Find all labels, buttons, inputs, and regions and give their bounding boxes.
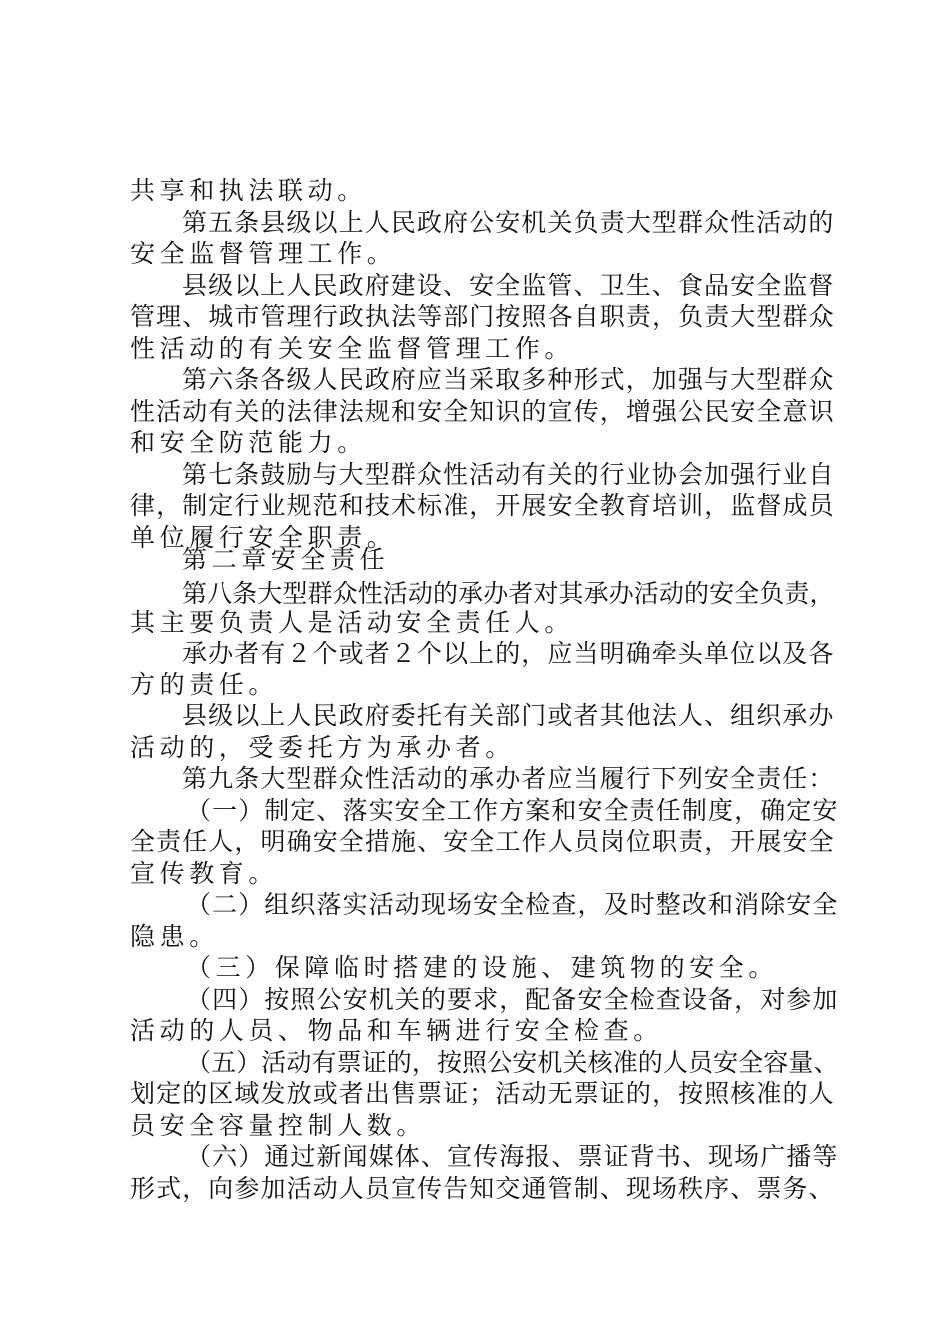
chapter-heading: 第二章安全责任	[182, 545, 390, 574]
text-line: 共享和执法联动。	[130, 176, 367, 205]
text-line: （三）保障临时搭建的设施、建筑物的安全。	[186, 953, 779, 982]
text-line: 活动的，受委托方为承办者。	[130, 733, 515, 762]
text-line: 和安全防范能力。	[130, 428, 367, 457]
text-line: 第五条县级以上人民政府公安机关负责大型群众性活动的	[182, 208, 835, 237]
text-line: 单位履行安全职责。	[130, 523, 397, 552]
text-line: 活动的人员、物品和车辆进行安全检查。	[130, 1016, 663, 1045]
text-line: 其主要负责人是活动安全责任人。	[130, 608, 575, 637]
text-line: 员安全容量控制人数。	[130, 1111, 427, 1140]
text-line: （六）通过新闻媒体、宣传海报、票证背书、现场广播等	[186, 1142, 839, 1171]
text-line: 划定的区域发放或者出售票证；活动无票证的，按照核准的人	[130, 1079, 835, 1108]
text-line: 方的责任。	[130, 670, 279, 699]
text-line: 全责任人，明确安全措施、安全工作人员岗位职责，开展安全	[130, 827, 835, 856]
text-line: 第七条鼓励与大型群众性活动有关的行业协会加强行业自	[182, 460, 835, 489]
text-line: 律，制定行业规范和技术标准，开展安全教育培训，监督成员	[130, 491, 835, 520]
text-line: （四）按照公安机关的要求，配备安全检查设备，对参加	[186, 985, 839, 1014]
text-line: 县级以上人民政府建设、安全监管、卫生、食品安全监督	[182, 271, 835, 300]
text-line: 管理、城市管理行政执法等部门按照各自职责，负责大型群众	[130, 302, 835, 331]
text-line: 安全监督管理工作。	[130, 239, 397, 268]
text-line: 县级以上人民政府委托有关部门或者其他法人、组织承办	[182, 701, 835, 730]
text-line: 第九条大型群众性活动的承办者应当履行下列安全责任：	[182, 764, 835, 793]
text-line: （五）活动有票证的，按照公安机关核准的人员安全容量、	[186, 1048, 839, 1077]
text-line: 承办者有２个或者２个以上的，应当明确牵头单位以及各	[182, 639, 835, 668]
text-line: 形式，向参加活动人员宣传告知交通管制、现场秩序、票务、	[130, 1174, 835, 1203]
text-line: 宣传教育。	[130, 859, 279, 888]
text-line: 第八条大型群众性活动的承办者对其承办活动的安全负责，	[182, 579, 835, 608]
text-line: 性活动有关的法律法规和安全知识的宣传，增强公民安全意识	[130, 397, 835, 426]
text-line: 性活动的有关安全监督管理工作。	[130, 334, 575, 363]
text-line: 第六条各级人民政府应当采取多种形式，加强与大型群众	[182, 365, 835, 394]
text-line: （一）制定、落实安全工作方案和安全责任制度，确定安	[186, 796, 839, 825]
text-line: （二）组织落实活动现场安全检查，及时整改和消除安全	[186, 890, 839, 919]
text-line: 隐患。	[130, 922, 219, 951]
